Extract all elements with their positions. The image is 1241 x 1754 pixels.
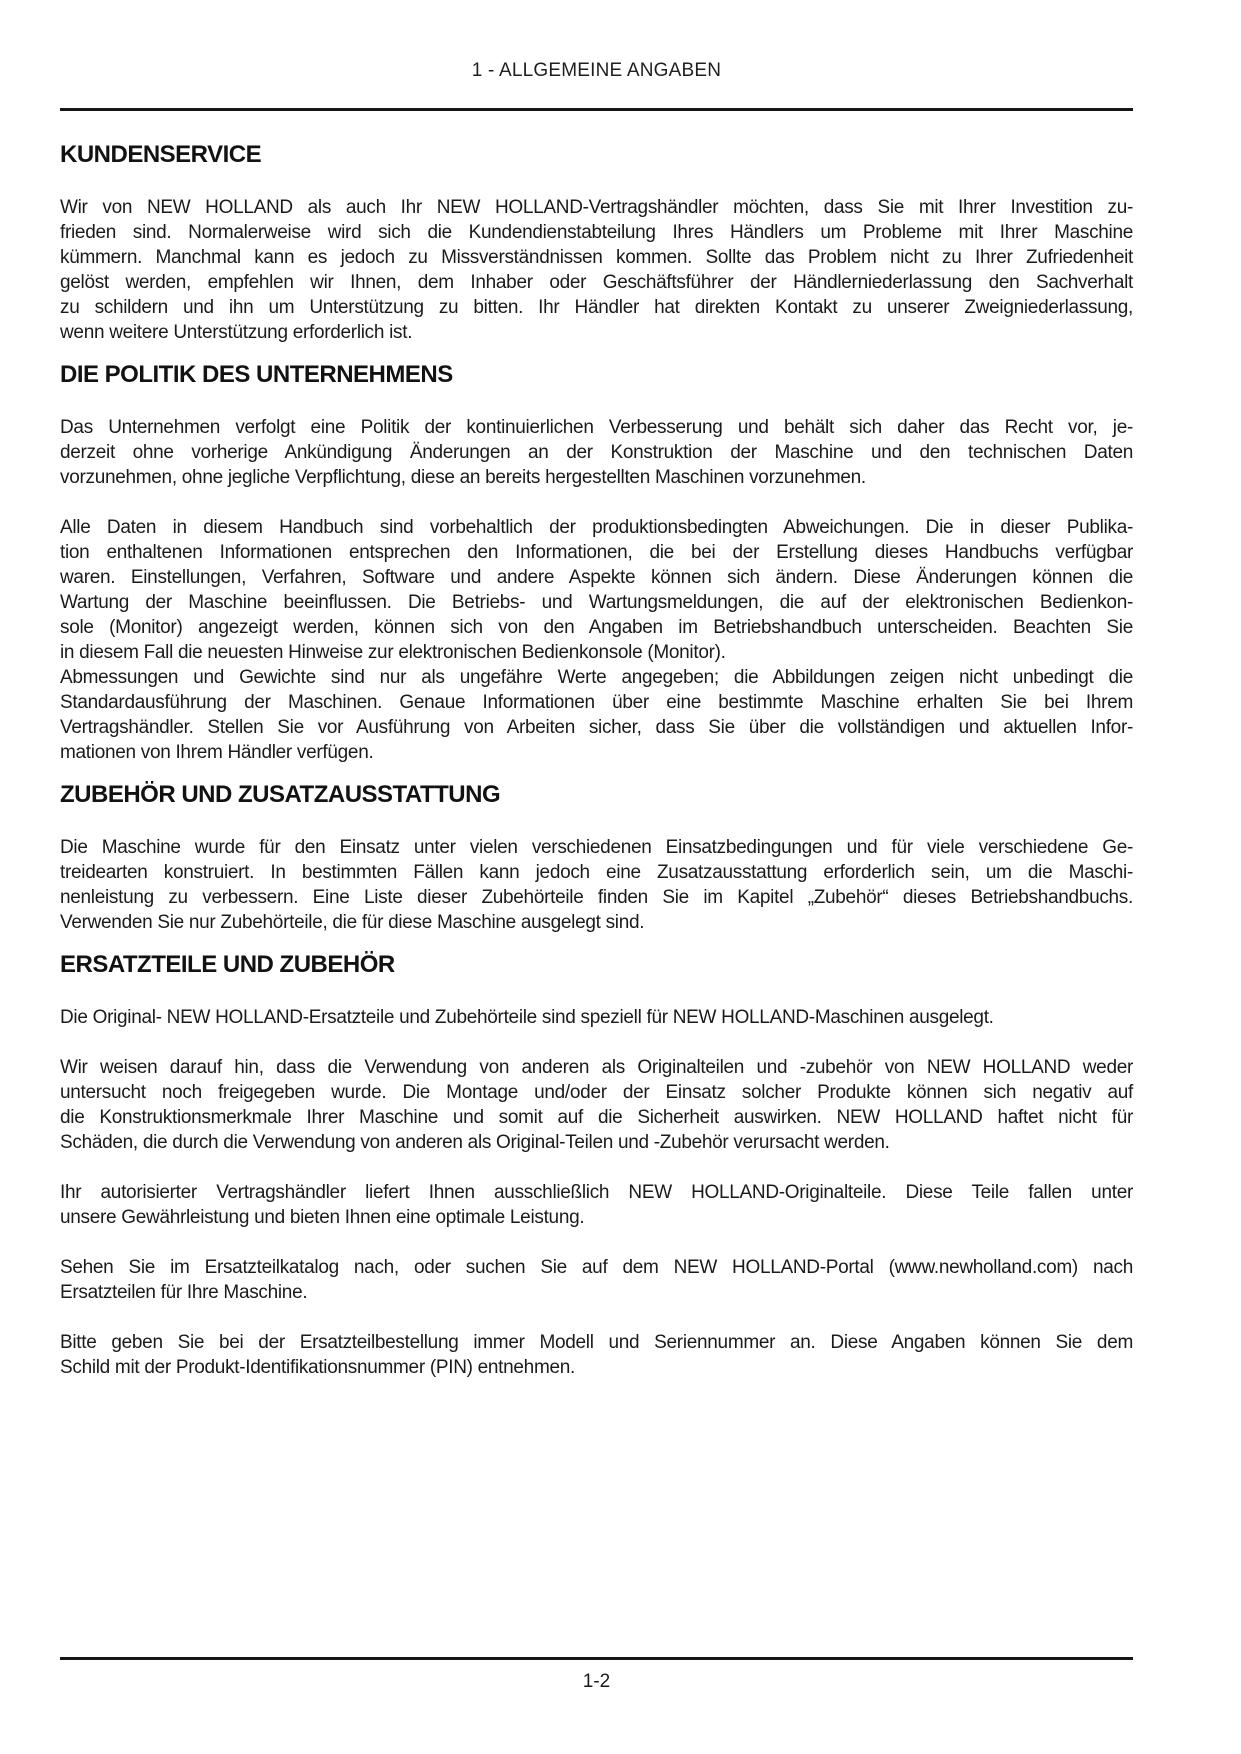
paragraph <box>60 1330 1133 1380</box>
paragraph <box>60 835 1133 935</box>
text-line: treidearten konstruiert. In bestimmten Fällen kann jedoch eine Zusatzausstattung erforderlich sein, um die Maschi- <box>60 862 1133 883</box>
text-line: derzeit ohne vorherige Ankündigung Änderungen an der Konstruktion der Maschine und den technischen Daten <box>60 442 1133 463</box>
section-ersatzteile-und-zubehor <box>60 950 1133 1380</box>
section-die-politik-des-unternehmens <box>60 360 1133 765</box>
text-line: unsere Gewährleistung und bieten Ihnen eine optimale Leistung. <box>60 1207 585 1228</box>
section-zubehor-und-zusatzausstattung <box>60 780 1133 935</box>
paragraph <box>60 515 1133 665</box>
text-line: sole (Monitor) angezeigt werden, können sich von den Angaben im Betriebshandbuch unterscheiden. Beachten Sie <box>60 617 1133 638</box>
text-line: Vertragshändler. Stellen Sie vor Ausführung von Arbeiten sicher, dass Sie über die vollständigen und aktuellen Infor- <box>60 717 1133 738</box>
text-line: Verwenden Sie nur Zubehörteile, die für diese Maschine ausgelegt sind. <box>60 912 645 933</box>
text-line: zu schildern und ihn um Unterstützung zu bitten. Ihr Händler hat direkten Kontakt zu unserer Zweigniederlassung, <box>60 297 1133 318</box>
text-line: Wir von NEW HOLLAND als auch Ihr NEW HOLLAND-Vertragshändler möchten, dass Sie mit Ihrer Investition zu- <box>60 197 1133 218</box>
paragraph <box>60 1005 1133 1030</box>
paragraph <box>60 415 1133 490</box>
text-line: mationen von Ihrem Händler verfügen. <box>60 742 374 763</box>
text-line: Das Unternehmen verfolgt eine Politik der kontinuierlichen Verbesserung und behält sich daher das Recht vor, je- <box>60 417 1133 438</box>
section-heading: DIE POLITIK DES UNTERNEHMENS <box>60 361 453 388</box>
text-line: wenn weitere Unterstützung erforderlich ist. <box>60 322 413 343</box>
text-line: Schäden, die durch die Verwendung von anderen als Original-Teilen und -Zubehör verursacht werden. <box>60 1132 890 1153</box>
text-line: Ihr autorisierter Vertragshändler liefert Ihnen ausschließlich NEW HOLLAND-Originalteile. Diese Teile fallen unter <box>60 1182 1133 1203</box>
text-line: Die Maschine wurde für den Einsatz unter vielen verschiedenen Einsatzbedingungen und für viele verschiedene Ge- <box>60 837 1133 858</box>
header-rule <box>60 108 1133 111</box>
section-kundenservice <box>60 140 1133 345</box>
page-content <box>60 140 1133 1380</box>
text-line: tion enthaltenen Informationen entsprechen den Informationen, die bei der Erstellung dieses Handbuchs verfügbar <box>60 542 1133 563</box>
paragraph <box>60 1180 1133 1230</box>
text-line: Die Original- NEW HOLLAND-Ersatzteile und Zubehörteile sind speziell für NEW HOLLAND-Maschinen ausgelegt. <box>60 1007 994 1028</box>
text-line: Standardausführung der Maschinen. Genaue Informationen über eine bestimmte Maschine erhalten Sie bei Ihrem <box>60 692 1133 713</box>
text-line: Abmessungen und Gewichte sind nur als ungefähre Werte angegeben; die Abbildungen zeigen nicht unbedingt die <box>60 667 1133 688</box>
text-line: Schild mit der Produkt-Identifikationsnummer (PIN) entnehmen. <box>60 1357 575 1378</box>
text-line: Alle Daten in diesem Handbuch sind vorbehaltlich der produktionsbedingten Abweichungen. Die in dieser Publika- <box>60 517 1133 538</box>
footer-rule <box>60 1657 1133 1660</box>
paragraph <box>60 1255 1133 1305</box>
text-line: die Konstruktionsmerkmale Ihrer Maschine und somit auf die Sicherheit auswirken. NEW HOLLAND haftet nicht für <box>60 1107 1133 1128</box>
text-line: waren. Einstellungen, Verfahren, Software und andere Aspekte können sich ändern. Diese Änderungen können die <box>60 567 1133 588</box>
chapter-title: 1 - ALLGEMEINE ANGABEN <box>471 60 722 81</box>
paragraph <box>60 665 1133 765</box>
text-line: vorzunehmen, ohne jegliche Verpflichtung, diese an bereits hergestellten Maschinen vorzunehmen. <box>60 467 866 488</box>
text-line: Wir weisen darauf hin, dass die Verwendung von anderen als Originalteilen und -zubehör von NEW HOLLAND weder <box>60 1057 1133 1078</box>
text-line: Bitte geben Sie bei der Ersatzteilbestellung immer Modell und Seriennummer an. Diese Angaben können Sie dem <box>60 1332 1133 1353</box>
section-heading: ZUBEHÖR UND ZUSATZAUSSTATTUNG <box>60 781 501 808</box>
text-line: Ersatzteilen für Ihre Maschine. <box>60 1282 308 1303</box>
section-heading: ERSATZTEILE UND ZUBEHÖR <box>60 951 395 978</box>
text-line: nenleistung zu verbessern. Eine Liste dieser Zubehörteile finden Sie im Kapitel „Zubehör“ dieses Betriebshandbuchs. <box>60 887 1133 908</box>
paragraph <box>60 1055 1133 1155</box>
text-line: in diesem Fall die neuesten Hinweise zur elektronischen Bedienkonsole (Monitor). <box>60 642 726 663</box>
paragraph <box>60 195 1133 345</box>
section-heading: KUNDENSERVICE <box>60 141 262 168</box>
text-line: untersucht noch freigegeben wurde. Die Montage und/oder der Einsatz solcher Produkte können sich negativ auf <box>60 1082 1133 1103</box>
text-line: gelöst werden, empfehlen wir Ihnen, dem Inhaber oder Geschäftsführer der Händlerniederlassung den Sachverhalt <box>60 272 1133 293</box>
page-footer <box>60 1657 1133 1694</box>
text-line: kümmern. Manchmal kann es jedoch zu Missverständnissen kommen. Sollte das Problem nicht zu Ihrer Zufriedenheit <box>60 247 1133 268</box>
page-header <box>60 0 1133 111</box>
text-line: frieden sind. Normalerweise wird sich die Kundendienstabteilung Ihres Händlers um Probleme mit Ihrer Maschine <box>60 222 1133 243</box>
text-line: Sehen Sie im Ersatzteilkatalog nach, oder suchen Sie auf dem NEW HOLLAND-Portal (www.newholland.com) nach <box>60 1257 1133 1278</box>
text-line: Wartung der Maschine beeinflussen. Die Betriebs- und Wartungsmeldungen, die auf der elektronischen Bedienkon- <box>60 592 1133 613</box>
page-number: 1-2 <box>582 1671 611 1692</box>
